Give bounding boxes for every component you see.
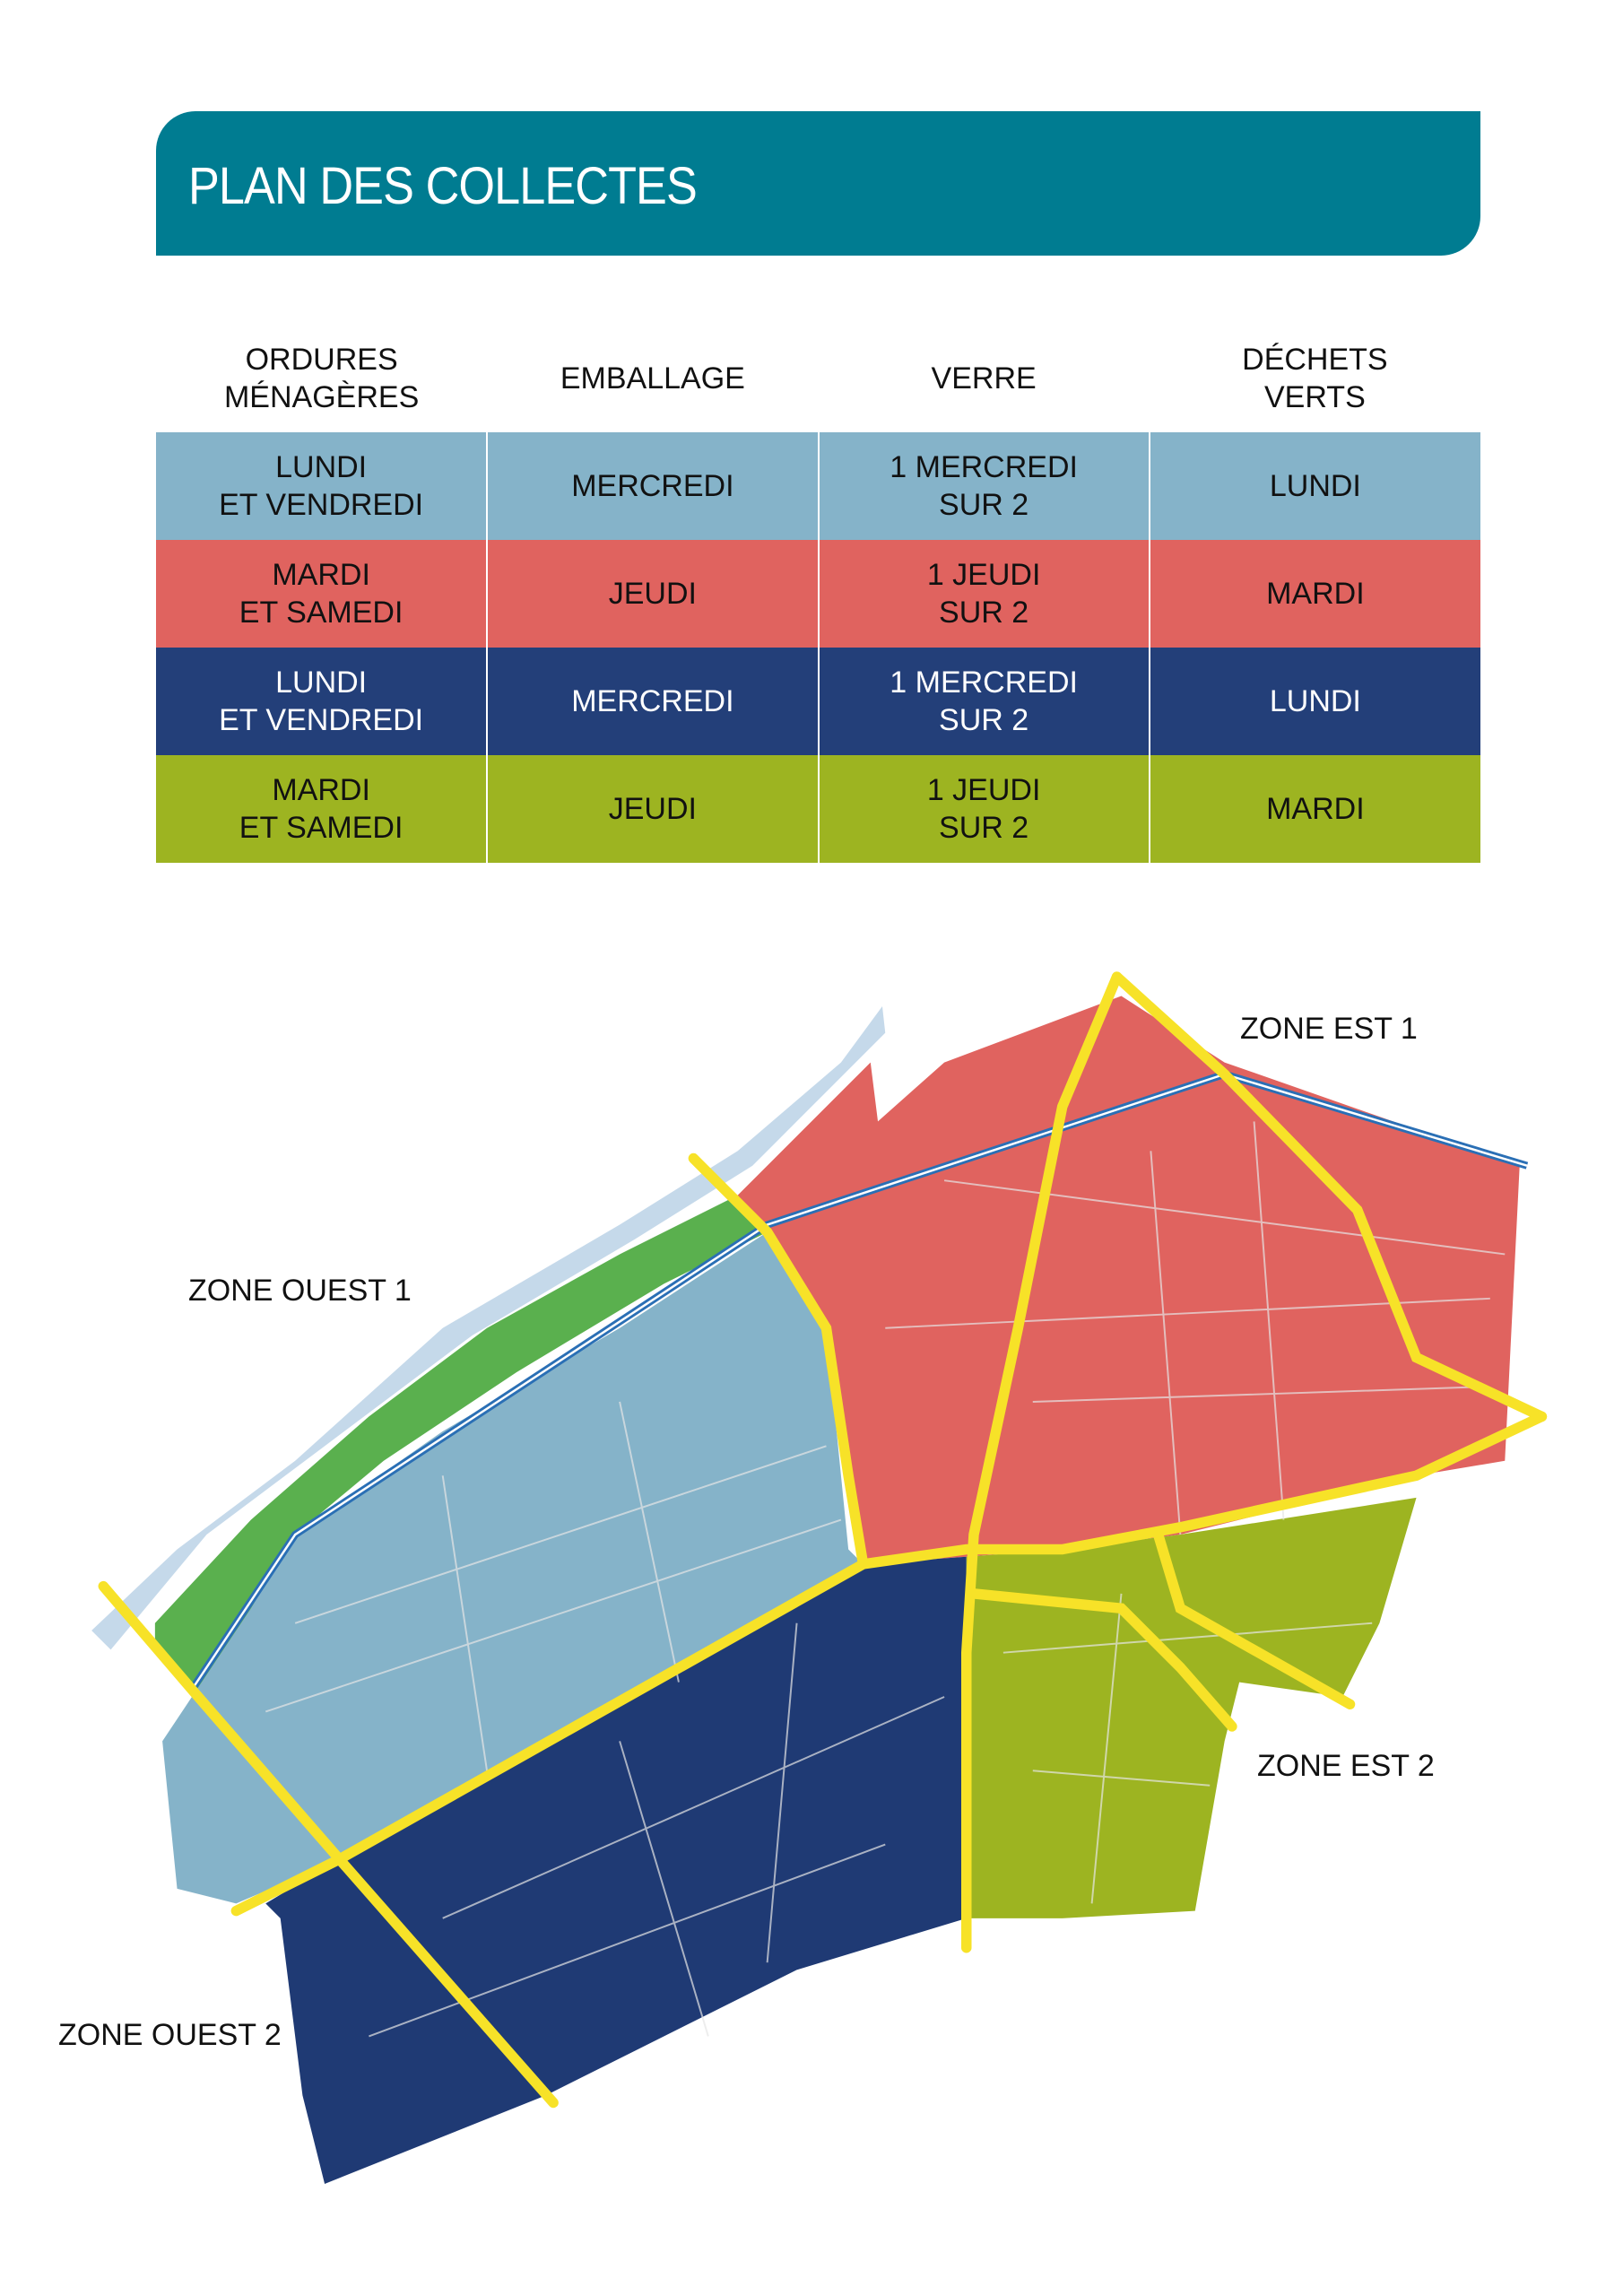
column-header-dechets-verts: DÉCHETS VERTS	[1242, 343, 1388, 414]
column-header-verre: VERRE	[931, 361, 1037, 396]
table-cell: 1 JEUDI SUR 2	[819, 755, 1150, 863]
table-cell: LUNDI	[1150, 432, 1480, 540]
zone-label-ouest-2: ZONE OUEST 2	[58, 2018, 282, 2052]
zone-label-est-1: ZONE EST 1	[1240, 1012, 1418, 1046]
table-cell: LUNDI ET VENDREDI	[156, 648, 487, 755]
table-cell: JEUDI	[487, 755, 818, 863]
table-cell: MERCREDI	[487, 432, 818, 540]
table-cell: JEUDI	[487, 540, 818, 648]
table-cell: 1 JEUDI SUR 2	[819, 540, 1150, 648]
zone-label-ouest-1: ZONE OUEST 1	[188, 1274, 412, 1308]
table-cell: LUNDI	[1150, 648, 1480, 755]
page-title: PLAN DES COLLECTES	[188, 157, 697, 215]
zone-label-est-2: ZONE EST 2	[1257, 1749, 1435, 1783]
table-cell: 1 MERCREDI SUR 2	[819, 648, 1150, 755]
table-cell: LUNDI ET VENDREDI	[156, 432, 487, 540]
table-cell: MARDI	[1150, 540, 1480, 648]
table-cell: MARDI ET SAMEDI	[156, 540, 487, 648]
table-cell: 1 MERCREDI SUR 2	[819, 432, 1150, 540]
column-header-ordures: ORDURES MÉNAGÈRES	[223, 343, 420, 414]
column-header-emballage: EMBALLAGE	[560, 361, 745, 396]
table-cell: MARDI	[1150, 755, 1480, 863]
table-cell: MARDI ET SAMEDI	[156, 755, 487, 863]
table-cell: MERCREDI	[487, 648, 818, 755]
